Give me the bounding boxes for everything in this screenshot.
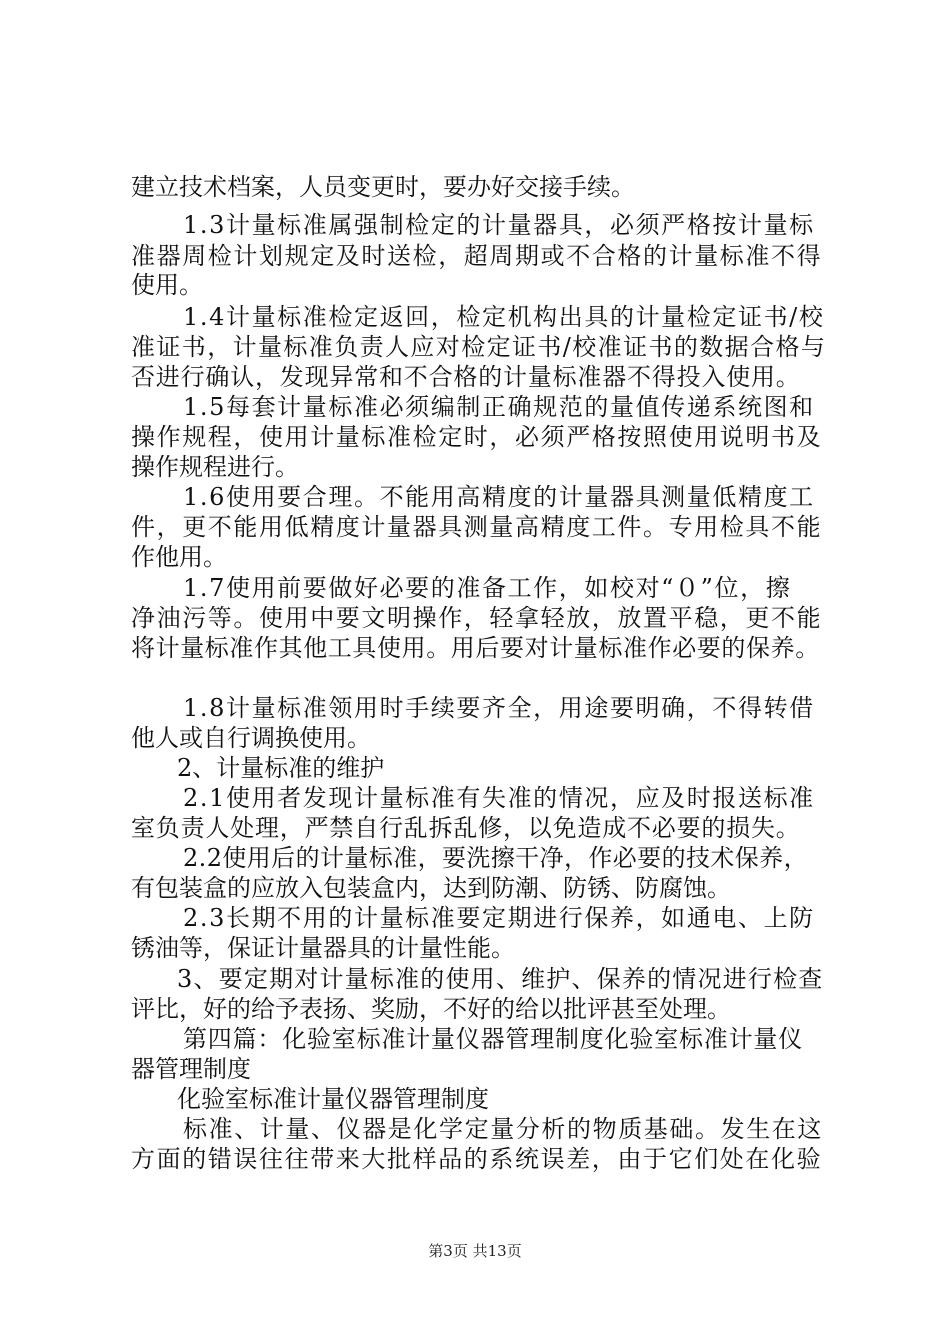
- body-text-line: 室负责人处理，严禁自行乱拆乱修，以免造成不必要的损失。: [131, 814, 801, 842]
- body-text-line: 准器周检计划规定及时送检，超周期或不合格的计量标准不得: [131, 242, 823, 270]
- subheading: 化验室标准计量仪器管理制度: [177, 1085, 489, 1113]
- body-text-line: 1.4计量标准检定返回，检定机构出具的计量检定证书/校: [183, 303, 825, 331]
- body-text-line: 1.8计量标准领用时手续要齐全，用途要明确，不得转借: [183, 694, 815, 722]
- body-text-line: 使用。: [131, 271, 203, 299]
- body-text-line: 方面的错误往往带来大批样品的系统误差，由于它们处在化验: [131, 1145, 823, 1173]
- body-text-line: 件，更不能用低精度计量器具测量高精度工件。专用检具不能: [131, 513, 823, 541]
- body-text-line: 他人或自行调换使用。: [131, 724, 371, 752]
- chapter-heading: 器管理制度: [131, 1055, 251, 1083]
- body-text-line: 2.1使用者发现计量标准有失准的情况，应及时报送标准: [183, 784, 815, 812]
- body-text-line: 有包装盒的应放入包装盒内，达到防潮、防锈、防腐蚀。: [131, 874, 731, 902]
- body-text-line: 建立技术档案，人员变更时，要办好交接手续。: [131, 173, 635, 201]
- body-text-line: 操作规程，使用计量标准检定时，必须严格按照使用说明书及: [131, 423, 823, 451]
- page-number: 第3页 共13页: [428, 1242, 522, 1260]
- body-text-line: 操作规程进行。: [131, 453, 299, 481]
- body-text-line: 标准、计量、仪器是化学定量分析的物质基础。发生在这: [183, 1115, 823, 1143]
- body-text-line: 1.5每套计量标准必须编制正确规范的量值传递系统图和: [183, 393, 815, 421]
- body-text-line: 锈油等，保证计量器具的计量性能。: [131, 934, 515, 962]
- body-text-line: 3、要定期对计量标准的使用、维护、保养的情况进行检查: [177, 965, 824, 993]
- body-text-line: 评比，好的给予表扬、奖励，不好的给以批评甚至处理。: [131, 995, 731, 1023]
- body-text-line: 作他用。: [131, 543, 227, 571]
- body-text-line: 准证书，计量标准负责人应对检定证书/校准证书的数据合格与: [131, 333, 827, 361]
- body-text-line: 否进行确认，发现异常和不合格的计量标准器不得投入使用。: [131, 363, 801, 391]
- body-text-line: 1.7使用前要做好必要的准备工作，如校对“０”位，擦: [183, 574, 792, 602]
- body-text-line: 2.3长期不用的计量标准要定期进行保养，如通电、上防: [183, 904, 815, 932]
- body-text-line: 2.2使用后的计量标准，要洗擦干净，作必要的技术保养，: [183, 844, 808, 872]
- body-text-line: 1.6使用要合理。不能用高精度的计量器具测量低精度工: [183, 483, 815, 511]
- chapter-heading: 第四篇：化验室标准计量仪器管理制度化验室标准计量仪: [183, 1025, 803, 1053]
- body-text-line: 将计量标准作其他工具使用。用后要对计量标准作必要的保养。: [131, 634, 820, 662]
- section-heading: 2、计量标准的维护: [177, 754, 385, 782]
- body-text-line: 净油污等。使用中要文明操作，轻拿轻放，放置平稳，更不能: [131, 604, 823, 632]
- body-text-line: 1.3计量标准属强制检定的计量器具，必须严格按计量标: [183, 211, 815, 239]
